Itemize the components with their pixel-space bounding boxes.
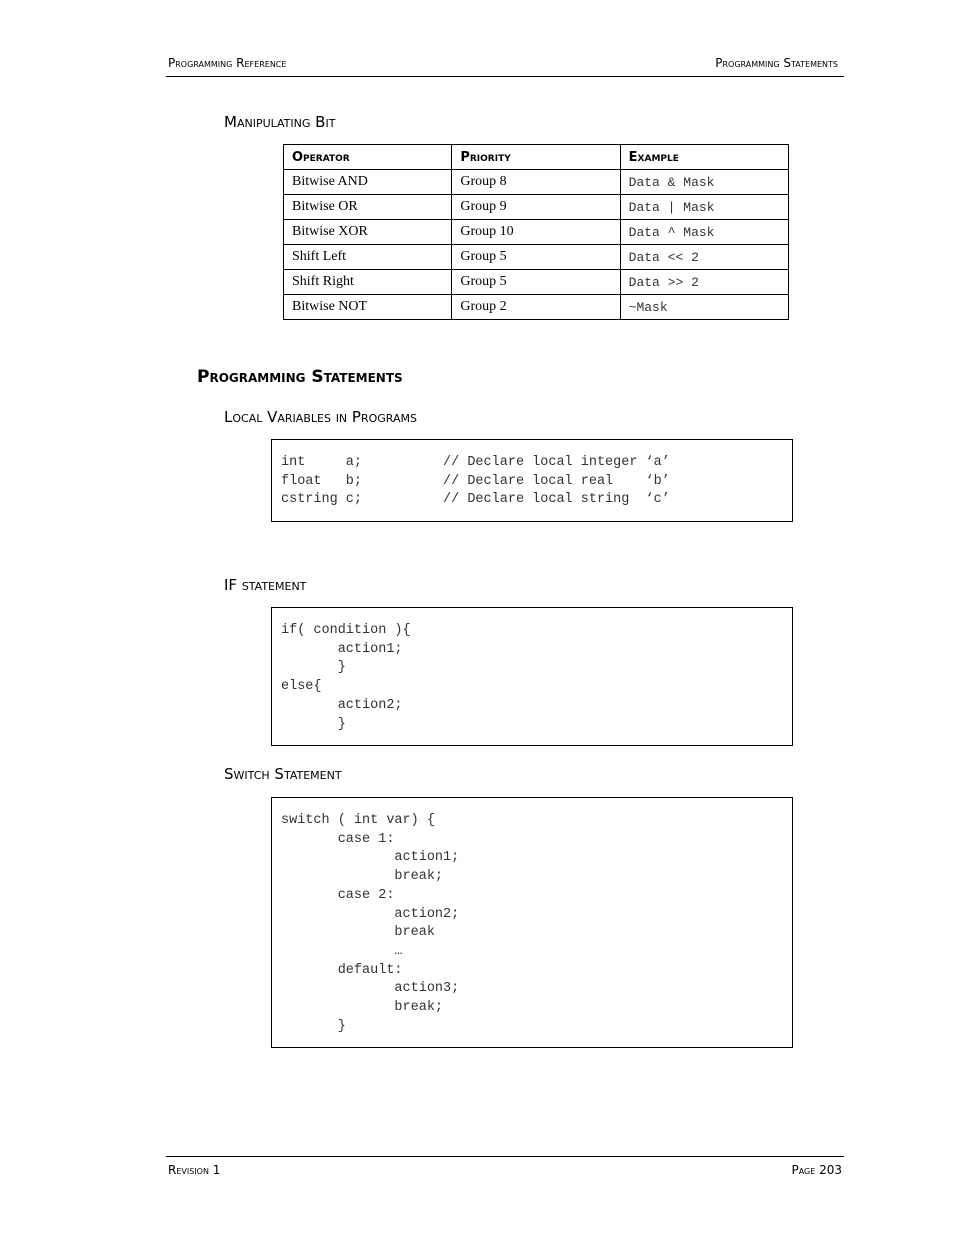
- footer-divider: [166, 1156, 844, 1157]
- example-cell: Data >> 2: [620, 270, 788, 295]
- operator-cell: Shift Right: [284, 270, 452, 295]
- priority-cell: Group 8: [452, 170, 620, 195]
- local-variables-code: int a; // Declare local integer ‘a’ float b; // Declare local real ‘b’ cstring c; // Declare local string ‘c’: [281, 455, 670, 508]
- table-header-row: [284, 145, 789, 170]
- operator-cell: Bitwise OR: [284, 195, 452, 220]
- operator-cell: Bitwise XOR: [284, 220, 452, 245]
- subsection-title-local-variables: Local Variables in Programs: [224, 408, 417, 426]
- operator-cell: Shift Left: [284, 245, 452, 270]
- priority-cell: Group 2: [452, 295, 620, 320]
- if-statement-code: if( condition ){ action1; } else{ action2; }: [281, 623, 411, 732]
- subsection-title-switch-statement: Switch Statement: [224, 765, 342, 783]
- priority-cell: Group 10: [452, 220, 620, 245]
- table-row: [284, 195, 789, 220]
- table-row: [284, 270, 789, 295]
- example-cell: ~Mask: [620, 295, 788, 320]
- priority-cell: Group 9: [452, 195, 620, 220]
- priority-cell: Group 5: [452, 245, 620, 270]
- section-title-programming-statements: Programming Statements: [197, 367, 403, 387]
- column-header-operator: Operator: [284, 145, 452, 170]
- example-cell: Data ^ Mask: [620, 220, 788, 245]
- table-row: [284, 295, 789, 320]
- if-statement-code-box: [271, 607, 793, 746]
- example-cell: Data << 2: [620, 245, 788, 270]
- running-footer-left: Revision 1: [168, 1163, 221, 1177]
- section-title-manipulating-bit: Manipulating Bit: [224, 113, 336, 131]
- local-variables-code-box: [271, 439, 793, 522]
- operator-cell: Bitwise NOT: [284, 295, 452, 320]
- running-header-right: Programming Statements: [715, 56, 838, 70]
- priority-cell: Group 5: [452, 270, 620, 295]
- switch-statement-code-box: [271, 797, 793, 1048]
- column-header-example: Example: [620, 145, 788, 170]
- table-row: [284, 220, 789, 245]
- table-row: [284, 245, 789, 270]
- column-header-priority: Priority: [452, 145, 620, 170]
- subsection-title-if-statement: IF statement: [224, 576, 307, 594]
- operator-cell: Bitwise AND: [284, 170, 452, 195]
- example-cell: Data | Mask: [620, 195, 788, 220]
- running-header-left: Programming Reference: [168, 56, 287, 70]
- switch-statement-code: switch ( int var) { case 1: action1; break; case 2: action2; break … default: action3; break; }: [281, 813, 460, 1034]
- bit-operators-table: [283, 144, 789, 320]
- example-cell: Data & Mask: [620, 170, 788, 195]
- table-row: [284, 170, 789, 195]
- page-number: Page 203: [791, 1163, 842, 1177]
- header-divider: [166, 76, 844, 77]
